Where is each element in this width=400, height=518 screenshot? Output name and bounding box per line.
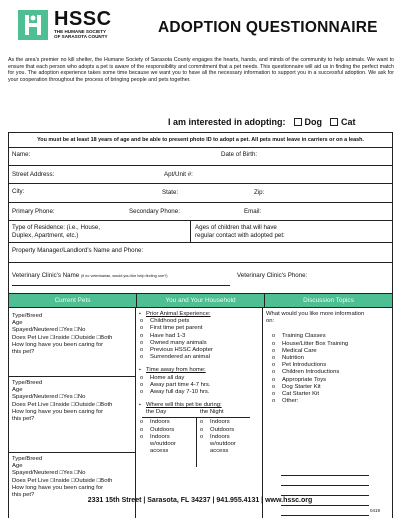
email-field[interactable]: Email: [244, 208, 262, 215]
topic-training[interactable]: o Training Classes [266, 333, 392, 340]
city-row [9, 184, 392, 203]
prior-option[interactable]: o Previous HSSC Adopter [136, 347, 262, 354]
pet-block[interactable]: Type/Breed Age Spayed/Neutered □Yes □No Does Pet Live □Inside □Outside □Both How long have you been caring for this pet? [12, 313, 113, 356]
day-option[interactable]: o Indoors [136, 434, 196, 441]
form-code: 0419 [370, 508, 381, 513]
topic-other[interactable]: o Other: [266, 398, 392, 405]
state-field[interactable]: State: [162, 189, 179, 196]
day-night-table [136, 409, 262, 467]
name-field[interactable]: Name: [12, 151, 31, 158]
night-option[interactable]: o Outdoors [196, 427, 256, 434]
other-line[interactable] [281, 485, 369, 486]
other-line[interactable] [281, 495, 369, 496]
topic-dog-kit[interactable]: o Dog Starter Kit [266, 384, 392, 391]
name-row [9, 148, 392, 166]
prior-option[interactable]: o Surrendered an animal [136, 354, 262, 361]
household-header: You and Your Household [137, 294, 265, 307]
day-option[interactable]: o Outdoors [136, 427, 196, 434]
day-header: the Day [146, 409, 167, 416]
hssc-logo [18, 10, 136, 50]
cat-checkbox[interactable] [330, 118, 338, 126]
dog-label: Dog [304, 117, 323, 127]
topic-toys[interactable]: o Appropriate Toys [266, 377, 392, 384]
landlord-row [9, 243, 392, 263]
primary-phone-field[interactable]: Primary Phone: [12, 208, 55, 215]
day-option[interactable]: o Indoors [136, 419, 196, 426]
page-title: ADOPTION QUESTIONNAIRE [158, 19, 378, 36]
pet-location-title: ▪ Where will this pet be during: [136, 402, 262, 409]
intro-paragraph: As the area's premier no kill shelter, the Humane Society of Sarasota County engages the hearts, hands, and minds of the community to help animals. We want to ensure that each person who adopts a pet is aware of the responsibility and commitment that a pet needs. This questionnaire will aid us in finding the perfect match for you. The adoption experience takes some time because we want you to have all the necessary information to support you in a successful adoption. We ask for your cooperation throughout the process of bringing people and pets together. [8, 57, 394, 83]
section-columns [9, 308, 392, 518]
other-line[interactable] [281, 475, 369, 476]
night-options: o Indoors o Outdoors o Indoors w/outdoor access [196, 419, 256, 455]
prior-experience-title: ▪ Prior Animal Experience: [136, 311, 262, 318]
topic-children-intro[interactable]: o Children Introductions [266, 369, 392, 376]
night-header: the Night [200, 409, 224, 416]
discussion-prompt: What would you like more information on: [266, 311, 365, 325]
paw-icon [23, 13, 43, 37]
topic-cat-kit[interactable]: o Cat Starter Kit [266, 391, 392, 398]
prior-option[interactable]: o Childhood pets [136, 318, 262, 325]
residence-row [9, 221, 392, 243]
adopt-selection [168, 117, 356, 127]
vet-row [9, 263, 392, 294]
logo-mark [18, 10, 48, 40]
pet-block[interactable]: Type/Breed Age Spayed/Neutered □Yes □No Does Pet Live □Inside □Outside □Both How long have you been caring for this pet? [12, 456, 113, 499]
topic-housetraining[interactable]: o House/Litter Box Training [266, 341, 392, 348]
age-notice: You must be at least 18 years of age and be able to present photo ID to adopt a pet. All pets must leave in carriers or on a leash. [9, 133, 392, 148]
city-field[interactable]: City: [12, 188, 25, 195]
apt-field[interactable]: Apt/Unit #: [164, 171, 193, 178]
topic-pet-intro[interactable]: o Pet Introductions [266, 362, 392, 369]
dog-checkbox[interactable] [294, 118, 302, 126]
day-options: o Indoors o Outdoors o Indoors w/outdoor access [136, 419, 196, 455]
other-line[interactable] [281, 515, 369, 516]
prior-option[interactable]: o Have had 1-3 [136, 333, 262, 340]
time-away-option[interactable]: o Home all day [136, 375, 262, 382]
vet-phone-field[interactable]: Veterinary Clinic's Phone: [237, 272, 308, 279]
residence-divider [190, 221, 191, 242]
discussion-column [263, 308, 392, 518]
address-row [9, 166, 392, 184]
discussion-header: Discussion Topics [265, 294, 392, 307]
logo-name: HSSC [54, 8, 112, 30]
pet-block[interactable]: Type/Breed Age Spayed/Neutered □Yes □No Does Pet Live □Inside □Outside □Both How long have you been caring for this pet? [12, 380, 113, 423]
pet-divider [9, 452, 135, 453]
residence-field[interactable]: Type of Residence: (i.e., House, Duplex, Apartment, etc.) [12, 224, 101, 239]
pet-divider [9, 376, 135, 377]
household-column [136, 308, 263, 518]
phone-row [9, 203, 392, 221]
vet-field[interactable]: Veterinary Clinic's Name (if no veterinarian, would you like help finding one?) [12, 272, 168, 279]
cat-label: Cat [341, 117, 356, 127]
zip-field[interactable]: Zip: [254, 189, 265, 196]
children-field[interactable]: Ages of children that will have regular contact with adopted pet: [195, 224, 285, 239]
prior-option[interactable]: o Owned many animals [136, 340, 262, 347]
time-away-title: ▪ Time away from home: [136, 367, 262, 374]
section-headers [9, 294, 392, 308]
street-field[interactable]: Street Address: [12, 171, 55, 178]
time-away-option[interactable]: o Away part time 4-7 hrs. [136, 382, 262, 389]
other-line[interactable] [281, 505, 369, 506]
current-pets-column [9, 308, 136, 518]
night-option[interactable]: o Indoors [196, 419, 256, 426]
vet-underline [12, 285, 230, 286]
current-pets-header: Current Pets [9, 294, 137, 307]
logo-subtitle: THE HUMANE SOCIETY OF SARASOTA COUNTY [54, 29, 108, 40]
footer-address: 2331 15th Street | Sarasota, FL 34237 | 941.955.4131 | www.hssc.org [87, 497, 313, 504]
topic-nutrition[interactable]: o Nutrition [266, 355, 392, 362]
secondary-phone-field[interactable]: Secondary Phone: [129, 208, 180, 215]
time-away-option[interactable]: o Away full day 7-10 hrs. [136, 389, 262, 396]
dob-field[interactable]: Date of Birth: [221, 151, 258, 158]
landlord-field[interactable]: Property Manager/Landlord's Name and Phone: [12, 247, 144, 254]
night-option[interactable]: o Indoors [196, 434, 256, 441]
topic-medical[interactable]: o Medical Care [266, 348, 392, 355]
questionnaire-form [8, 132, 393, 518]
adopt-label: I am interested in adopting: [168, 117, 286, 127]
prior-option[interactable]: o First time pet parent [136, 325, 262, 332]
